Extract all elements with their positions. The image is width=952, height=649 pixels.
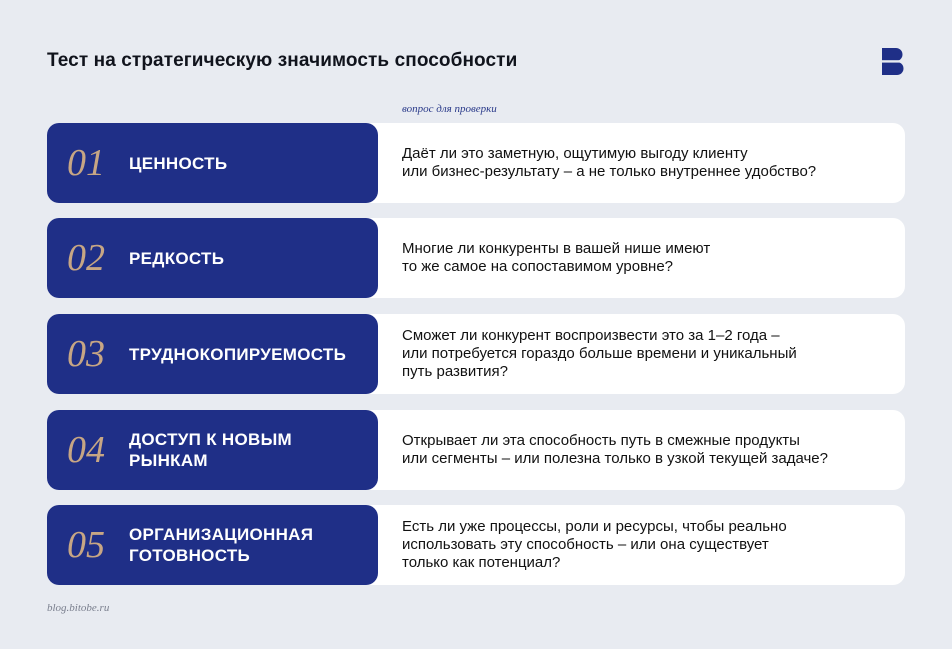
criterion-label: РЕДКОСТЬ [129, 248, 225, 268]
criterion-row-value [47, 123, 905, 203]
criterion-number: 05 [67, 524, 105, 566]
criterion-number: 01 [67, 142, 105, 184]
criterion-card [47, 410, 378, 490]
criterion-question: Многие ли конкуренты в вашей нише имеют то же самое на сопоставимом уровне? [402, 240, 711, 275]
criterion-question: Есть ли уже процессы, роли и ресурсы, чтобы реально использовать эту способность – или она существует только как потенциал? [402, 518, 787, 571]
page-title: Тест на стратегическую значимость способности [47, 50, 518, 71]
criterion-card [47, 218, 378, 298]
column-subheading: вопрос для проверки [402, 103, 497, 115]
criterion-card [47, 123, 378, 203]
criterion-row-rarity [47, 218, 905, 298]
criterion-label: ТРУДНОКОПИРУЕМОСТЬ [129, 344, 347, 364]
criterion-number: 03 [67, 333, 105, 375]
criterion-row-inimitability [47, 314, 905, 394]
criterion-number: 04 [67, 429, 105, 471]
criterion-row-org-readiness [47, 505, 905, 585]
criterion-question: Открывает ли эта способность путь в смежные продукты или сегменты – или полезна только в узкой текущей задаче? [402, 432, 828, 467]
criterion-card [47, 314, 378, 394]
criterion-row-market-access [47, 410, 905, 490]
criterion-question: Сможет ли конкурент воспроизвести это за 1–2 года – или потребуется гораздо больше времени и уникальный путь развития? [402, 327, 797, 380]
criterion-label: ЦЕННОСТЬ [129, 153, 228, 173]
criterion-label: ОРГАНИЗАЦИОННАЯ ГОТОВНОСТЬ [129, 525, 314, 565]
criterion-number: 02 [67, 237, 105, 279]
criterion-card [47, 505, 378, 585]
criterion-question: Даёт ли это заметную, ощутимую выгоду клиенту или бизнес-результату – а не только внутреннее удобство? [402, 145, 817, 180]
criterion-label: ДОСТУП К НОВЫМ РЫНКАМ [129, 430, 292, 470]
footer-source-link[interactable]: blog.bitobe.ru [47, 602, 110, 614]
bitobe-b-logo-icon [882, 48, 906, 75]
